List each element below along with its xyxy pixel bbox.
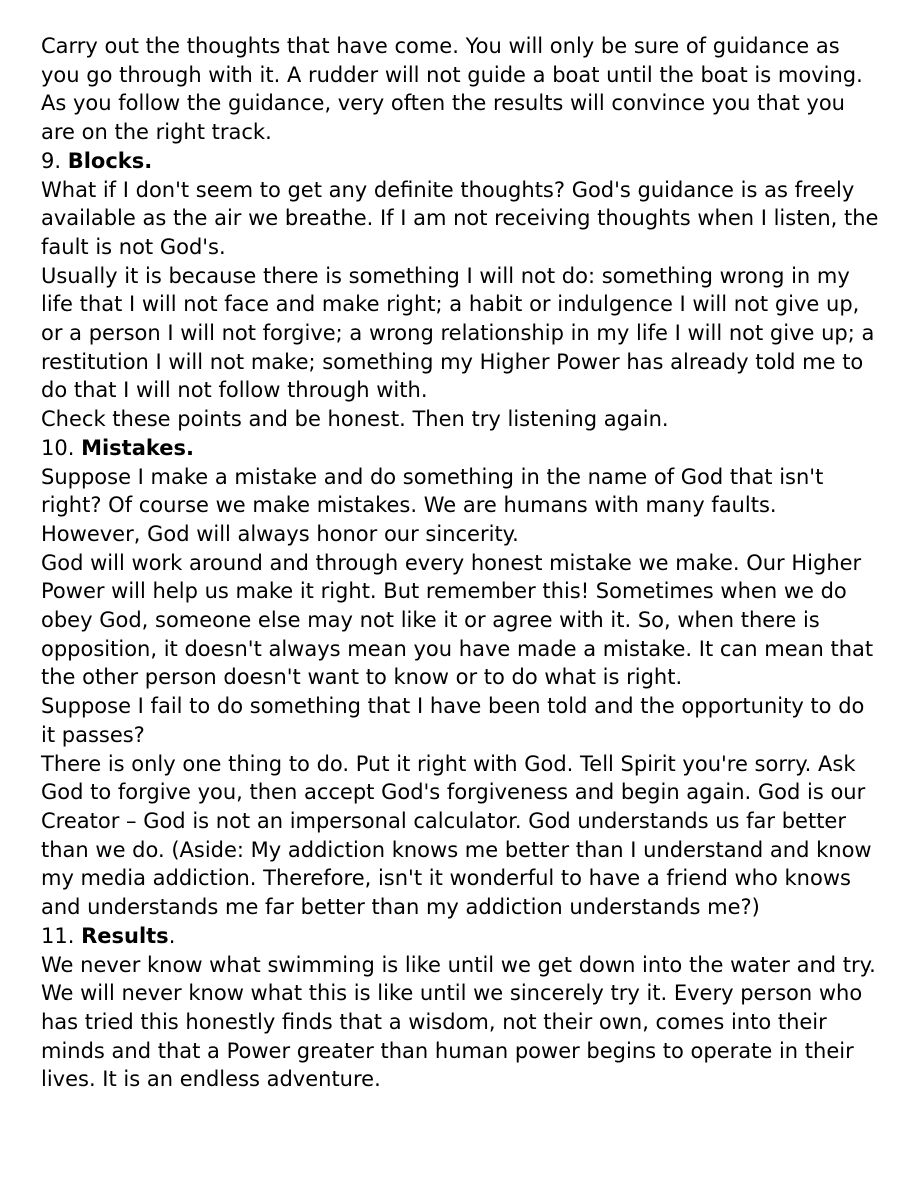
section-number: 9. <box>41 148 68 173</box>
section-title-suffix: . <box>168 923 176 948</box>
paragraph-carry-out: Carry out the thoughts that have come. You will only be sure of guidance as you go through with it. A rudder will not guide a boat until the boat is moving. As you follow the guidance, very often the results will convince you that you are on the right track. <box>41 34 863 145</box>
paragraph-suppose-mistake: Suppose I make a mistake and do something in the name of God that isn't right? Of course we make mistakes. We are humans with many faults. However, God will always honor our sincerity. <box>41 464 824 546</box>
paragraph-check-points: Check these points and be honest. Then try listening again. <box>41 407 669 432</box>
paragraph-suppose-fail: Suppose I fail to do something that I have been told and the opportunity to do it passes? <box>41 694 865 747</box>
section-title: Blocks. <box>67 148 153 173</box>
paragraph-usually: Usually it is because there is something I will not do: something wrong in my life that I will not face and make right; a habit or indulgence I will not give up, or a person I will not forgive; a wrong relationship in my life I will not give up; a restitution I will not make; something my Higher Power has already told me to do that I will not follow through with. <box>41 263 875 403</box>
paragraph-swimming: We never know what swimming is like until we get down into the water and try. We will never know what this is like until we sincerely try it. Every person who has tried this honestly finds that a wisdom, not their own, comes into their minds and that a Power greater than human power begins to operate in their lives. It is an endless adventure. <box>41 952 876 1092</box>
section-heading-mistakes <box>41 434 881 463</box>
paragraph-definite-thoughts: What if I don't seem to get any definite thoughts? God's guidance is as freely available as the air we breathe. If I am not receiving thoughts when I listen, the fault is not God's. <box>41 177 879 259</box>
section-number: 11. <box>41 923 82 948</box>
section-heading-results <box>41 922 881 951</box>
section-number: 10. <box>41 435 82 460</box>
paragraph-god-will-work: God will work around and through every honest mistake we make. Our Higher Power will help us make it right. But remember this! Sometimes when we do obey God, someone else may not like it or agree with it. So, when there is opposition, it doesn't always mean you have made a mistake. It can mean that the other person doesn't want to know or to do what is right. <box>41 550 874 690</box>
paragraph-only-one-thing: There is only one thing to do. Put it right with God. Tell Spirit you're sorry. Ask God to forgive you, then accept God's forgiveness and begin again. God is our Creator – God is not an impersonal calculator. God understands us far better than we do. (Aside: My addiction knows me better than I understand and know my media addiction. Therefore, isn't it wonderful to have a friend who knows and understands me far better than my addiction understands me?) <box>41 751 872 920</box>
document-page <box>41 32 881 1094</box>
section-title: Results <box>81 923 169 948</box>
section-heading-blocks <box>41 147 881 176</box>
section-title: Mistakes. <box>81 435 195 460</box>
